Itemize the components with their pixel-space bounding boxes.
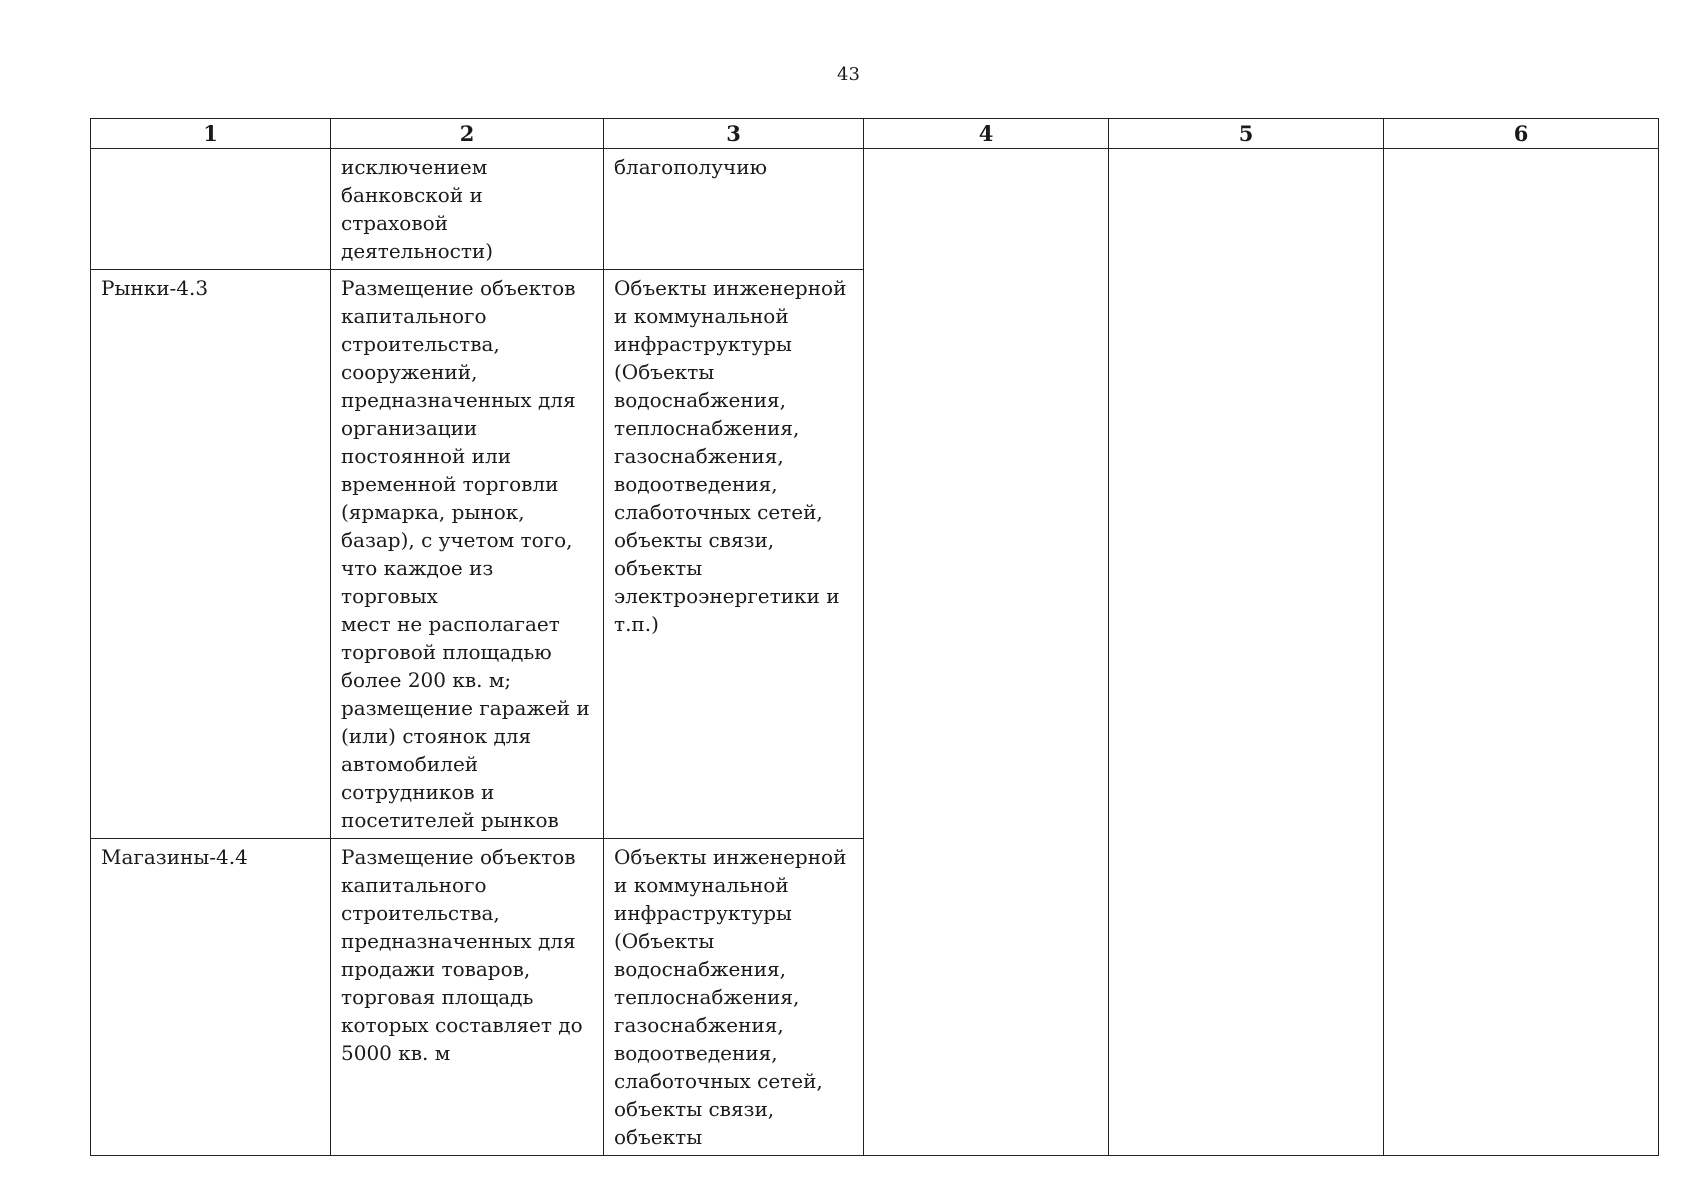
cell-permitted-objects: благополучию <box>604 149 864 270</box>
cell-col-4-empty <box>864 149 1109 1156</box>
header-row <box>91 119 1659 149</box>
header-col-2: 2 <box>331 119 604 149</box>
zoning-table <box>90 118 1659 1156</box>
header-col-6: 6 <box>1384 119 1659 149</box>
header-col-3: 3 <box>604 119 864 149</box>
cell-use-description: исключением банковской и страховой деятельности) <box>331 149 604 270</box>
cell-col-6-empty <box>1384 149 1659 1156</box>
cell-permitted-objects: Объекты инженерной и коммунальной инфраструктуры (Объекты водоснабжения, теплоснабжения, газоснабжения, водоотведения, слаботочных сетей, объекты связи, объекты электроэнергетики и т.п.) <box>604 270 864 839</box>
cell-use-name: Магазины-4.4 <box>91 839 331 1156</box>
table-row <box>91 149 1659 270</box>
header-col-4: 4 <box>864 119 1109 149</box>
cell-use-description: Размещение объектов капитального строительства, предназначенных для продажи товаров, торговая площадь которых составляет до 5000 кв. м <box>331 839 604 1156</box>
header-col-1: 1 <box>91 119 331 149</box>
cell-use-name: Рынки-4.3 <box>91 270 331 839</box>
header-col-5: 5 <box>1109 119 1384 149</box>
page-number: 43 <box>837 64 860 85</box>
cell-use-name <box>91 149 331 270</box>
cell-col-5-empty <box>1109 149 1384 1156</box>
cell-use-description: Размещение объектов капитального строительства, сооружений, предназначенных для организации постоянной или временной торговли (ярмарка, рынок, базар), с учетом того, что каждое из торговых мест не располагает торговой площадью более 200 кв. м; размещение гаражей и (или) стоянок для автомобилей сотрудников и посетителей рынков <box>331 270 604 839</box>
cell-permitted-objects: Объекты инженерной и коммунальной инфраструктуры (Объекты водоснабжения, теплоснабжения, газоснабжения, водоотведения, слаботочных сетей, объекты связи, объекты <box>604 839 864 1156</box>
